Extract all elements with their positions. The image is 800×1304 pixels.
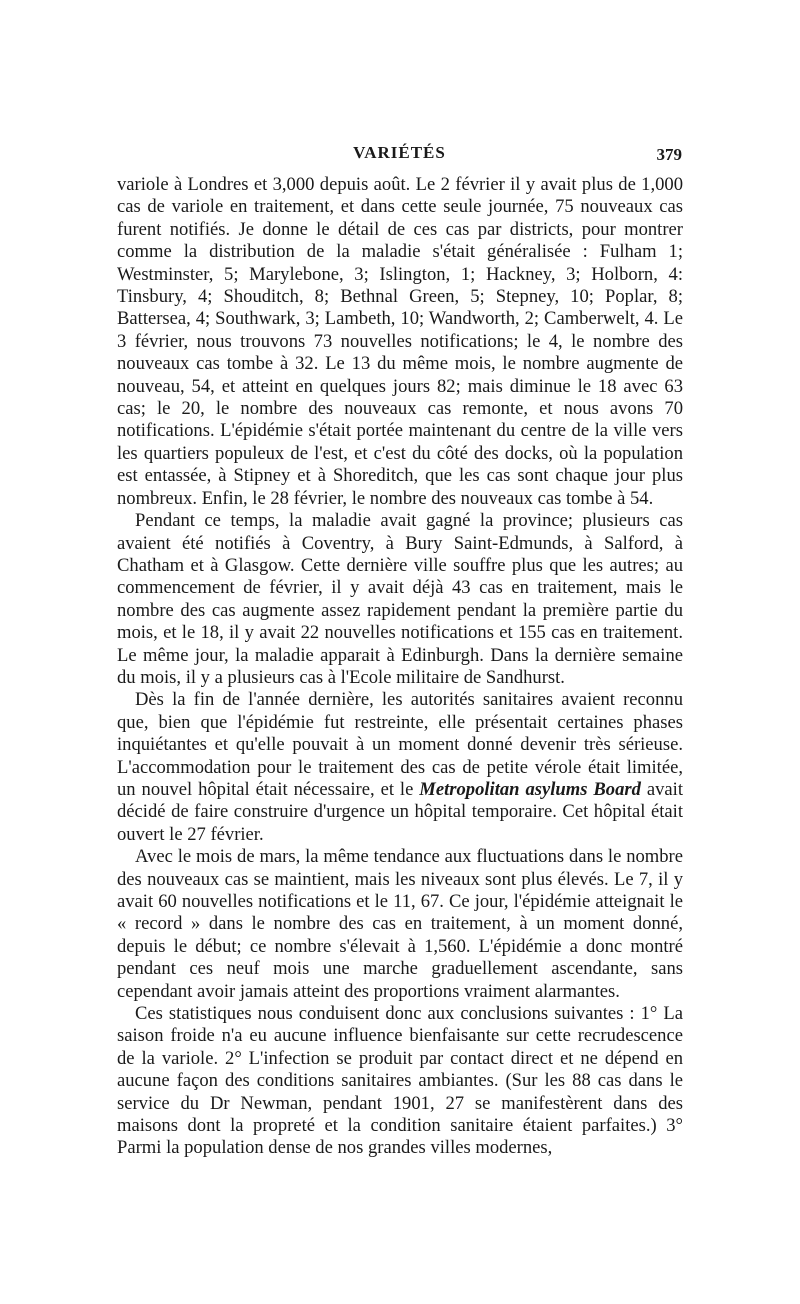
paragraph-2: Pendant ce temps, la maladie avait gagné la province; plusieurs cas avaient été notifiés à Coventry, à Bury Saint-Edmunds, à Salford, à Chatham et à Glasgow. Cette dernière ville souffre plus que les autres; au commencement de février, il y avait déjà 43 cas en traitement, mais le nombre des cas augmente assez rapidement pendant la première partie du mois, et le 18, il y avait 22 nouvelles notifications et 155 cas en traitement. Le même jour, la maladie apparait à Edinburgh. Dans la dernière semaine du mois, il y a plusieurs cas à l'Ecole militaire de Sandhurst. xyxy=(117,510,683,688)
paragraph-5: Ces statistiques nous conduisent donc aux conclusions suivantes : 1° La saison froide n'a eu aucune influence bienfaisante sur cette recrudescence de la variole. 2° L'infection se produit par contact direct et ne dépend en aucune façon des conditions sanitaires ambiantes. (Sur les 88 cas dans le service du Dr Newman, pendant 1901, 27 se manifestèrent dans des maisons dont la propreté et la condition sanitaire étaient parfaites.) 3° Parmi la population dense de nos grandes villes modernes, xyxy=(117,1003,683,1159)
body-text xyxy=(117,174,683,1160)
paragraph-3 xyxy=(117,689,683,846)
paragraph-1: variole à Londres et 3,000 depuis août. Le 2 février il y avait plus de 1,000 cas de variole en traitement, et dans cette seule journée, 75 nouveaux cas furent notifiés. Je donne le détail de ces cas par districts, pour montrer comme la distribution de la maladie s'était généralisée : Fulham 1; Westminster, 5; Marylebone, 3; Islington, 1; Hackney, 3; Holborn, 4: Tinsbury, 4; Shouditch, 8; Bethnal Green, 5; Stepney, 10; Poplar, 8; Battersea, 4; Southwark, 3; Lambeth, 10; Wandworth, 2; Camberwelt, 4. Le 3 février, nous trouvons 73 nouvelles notifications; le 4, le nombre des nouveaux cas tombe à 32. Le 13 du même mois, le nombre augmente de nouveau, 54, et atteint en quelques jours 82; mais diminue le 18 avec 63 cas; le 20, le nombre des nouveaux cas remonte, et nous avons 70 notifications. L'épidémie s'était portée maintenant du centre de la ville vers les quartiers populeux de l'est, et c'est du côté des docks, où la population est entassée, à Stipney et à Shoreditch, que les cas sont chaque jour plus nombreux. Enfin, le 28 février, le nombre des nouveaux cas tombe à 54. xyxy=(117,174,683,509)
paragraph-3-text-after: avait décidé de faire construire d'urgence un hôpital temporaire. Cet hôpital était ouvert le 27 février. xyxy=(117,778,683,845)
running-title: VARIÉTÉS xyxy=(353,143,446,162)
page-header xyxy=(117,143,682,169)
page-number: 379 xyxy=(656,145,682,164)
italic-reference: Metropolitan asylums Board xyxy=(419,778,641,800)
paragraph-3-text-before: Dès la fin de l'année dernière, les autorités sanitaires avaient reconnu que, bien que l'épidémie fut restreinte, elle présentait certaines phases inquiétantes et qu'elle pouvait à un moment donné devenir très sérieuse. L'accommodation pour le traitement des cas de petite vérole était limitée, un nouvel hôpital était nécessaire, et le xyxy=(117,689,683,800)
paragraph-4: Avec le mois de mars, la même tendance aux fluctuations dans le nombre des nouveaux cas se maintient, mais les niveaux sont plus élevés. Le 7, il y avait 60 nouvelles notifications et le 11, 67. Ce jour, l'épidémie atteignait le « record » dans le nombre des cas en traitement, à un moment donné, depuis le début; ce nombre s'élevait à 1,560. L'épidémie a donc montré pendant ces neuf mois une marche graduellement ascendante, sans cependant avoir jamais atteint des proportions vraiment alarmantes. xyxy=(117,846,683,1002)
